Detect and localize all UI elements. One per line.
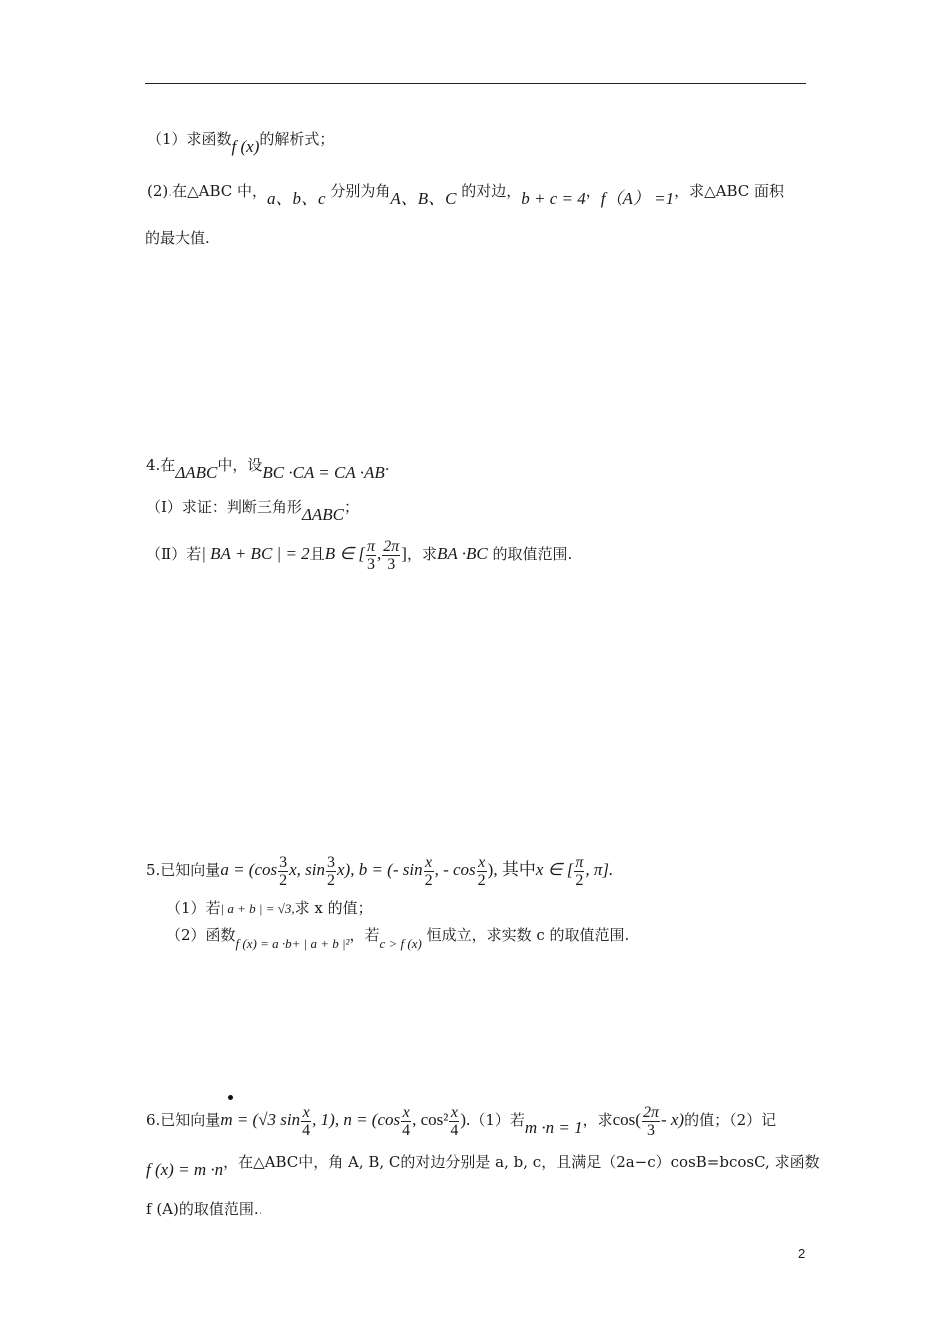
math-inequality: c > f (x) xyxy=(379,936,422,951)
q5-part1: （1）若| a + b | = √3,求 x 的值； xyxy=(166,899,373,917)
math-function: f (x) = a ·b+ | a + b |² xyxy=(235,936,350,951)
math-dot-product: BA ·BC xyxy=(436,544,488,563)
q4-stem: 4.在ΔABC中，设BC ·CA = CA ·AB. xyxy=(146,456,390,482)
fraction: $\frac{3}{2}$ xyxy=(279,853,288,889)
math-b-range: B ∈ [ xyxy=(324,544,366,563)
fraction: $\frac{x}{4}$ xyxy=(450,1103,459,1139)
q5-part2: （2）函数f (x) = a ·b+ | a + b |²，若c > f (x) 恒成立，求实数 c 的取值范围. xyxy=(166,926,630,951)
math-fx-definition: f (x) = m ·n xyxy=(146,1160,224,1179)
math-fx: f (x) xyxy=(231,137,260,156)
q4-part1: （Ⅰ）求证：判断三角形ΔABC； xyxy=(146,498,360,524)
q6-line2: f (x) = m ·n，在△ABC中，角 A, B, C的对边分别是 a, b, c，且满足（2a−c）cosB=bcosC, 求函数 xyxy=(146,1153,820,1179)
fraction: $\frac{\pi}{3}$ xyxy=(367,537,376,573)
q4-part2: （Ⅱ）若| BA + BC | = 2且B ∈ [ $\frac{\pi}{3}$ , $\frac{2\pi}{3}$ ]，求BA ·BC 的取值范围. xyxy=(146,537,573,573)
fraction: $\frac{2\pi}{3}$ xyxy=(642,1103,659,1139)
math-abs-condition: | a + b | = √3, xyxy=(220,901,295,916)
math-sides: a、b、c xyxy=(267,189,326,208)
q3-part1: （1）求函数f (x)的解析式； xyxy=(147,130,335,156)
edit-mark: . xyxy=(258,1203,263,1217)
header-rule xyxy=(145,83,806,84)
fraction: $\frac{x}{4}$ xyxy=(402,1103,411,1139)
fraction: $\frac{3}{2}$ xyxy=(327,853,335,889)
math-triangle: ΔABC xyxy=(175,463,218,482)
fraction: $\frac{x}{4}$ xyxy=(302,1103,311,1139)
edit-mark: . xyxy=(168,185,173,199)
math-angles: A、B、C xyxy=(390,189,457,208)
math-vector-equation: BC ·CA = CA ·AB xyxy=(262,463,385,482)
page-number: 2 xyxy=(798,1246,806,1261)
fraction: $\frac{\pi}{2}$ xyxy=(575,853,584,889)
q5-stem: 5.已知向量a = (cos $\frac{3}{2}$ x, sin $\frac{3}{2}$ x), b = (- sin $\frac{x}{2}$ , - cos $\frac{x}{2}$ ), 其中x ∈ [ $\frac{\pi}{2}$ , π]. xyxy=(146,853,614,889)
q3-part2-line2: 的最大值. xyxy=(145,229,210,247)
fraction: $\frac{x}{2}$ xyxy=(477,853,486,889)
fraction: $\frac{x}{2}$ xyxy=(424,853,433,889)
q6-stem: 6.已知向量m = (√3 sin $\frac{x}{4}$ , 1), n = (cos $\frac{x}{4}$ , cos² $\frac{x}{4}$ ).（1）若m ·n = 1，求cos( $\frac{2\pi}{3}$ - x)的值；（2）记 xyxy=(146,1103,777,1139)
q6-line3: f (A)的取值范围.. xyxy=(146,1200,263,1218)
math-triangle: ΔABC xyxy=(301,505,345,524)
q3-part2: (2).在△ABC 中，a、b、c 分别为角A、B、C 的对边，b + c = 4，f（A） =1，求△ABC 面积 xyxy=(147,182,785,208)
math-abs: | BA + BC | = 2 xyxy=(201,544,310,563)
fraction: $\frac{2\pi}{3}$ xyxy=(383,537,400,573)
math-condition-bc: b + c = 4 xyxy=(521,189,586,208)
math-condition-fa: f（A） =1 xyxy=(600,189,675,208)
